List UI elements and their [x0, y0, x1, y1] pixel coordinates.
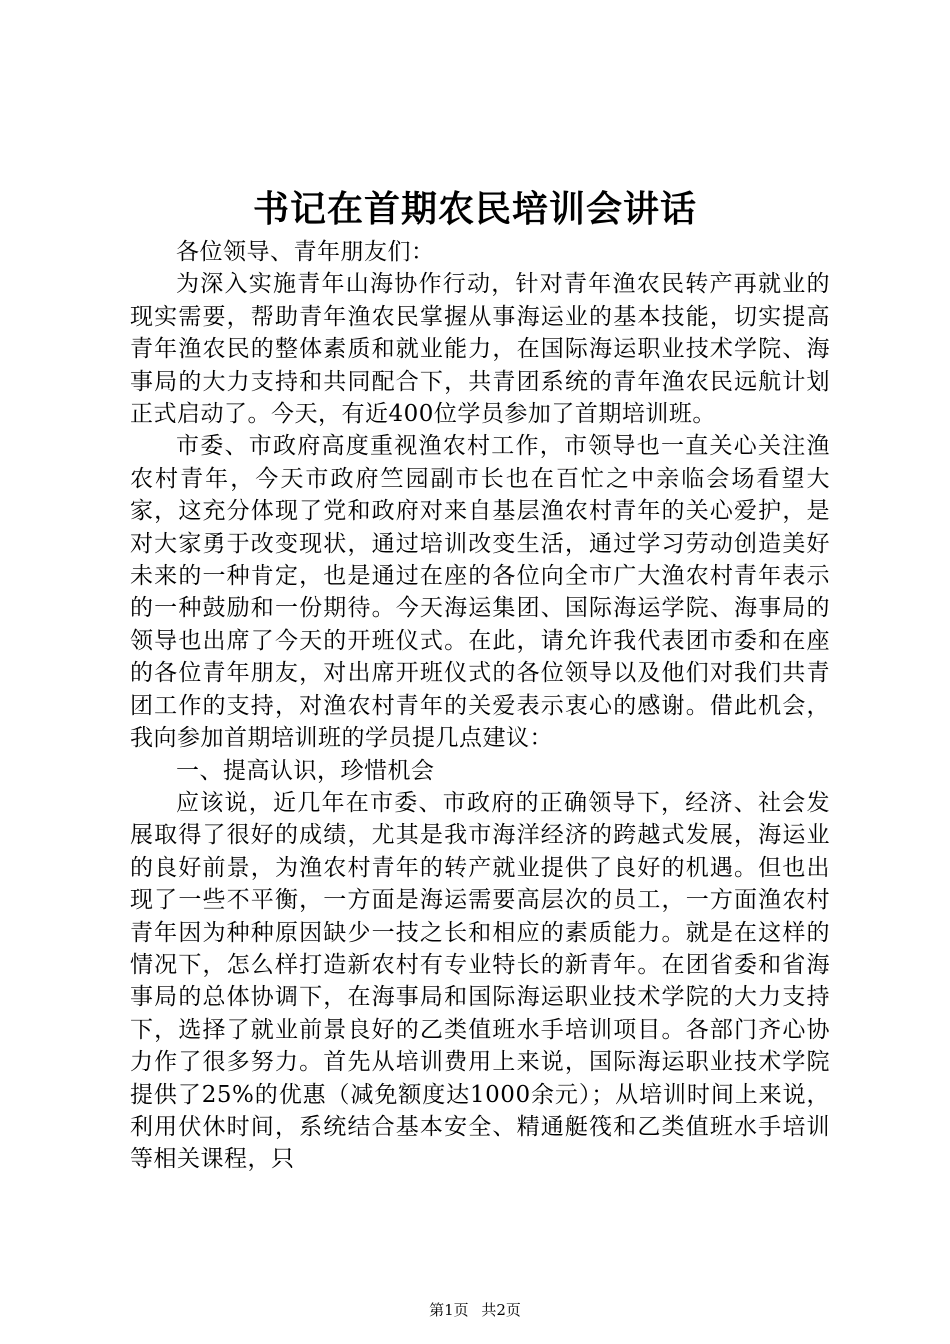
page-total: 共2页	[481, 1301, 521, 1319]
section-heading: 一、提高认识，珍惜机会	[176, 757, 435, 784]
body-paragraph: 应该说，近几年在市委、市政府的正确领导下，经济、社会发展取得了很好的成绩，尤其是我市海洋经济的跨越式发展，海运业的良好前景，为渔农村青年的转产就业提供了良好的机遇。但也出现了一些不平衡，一方面是海运需要高层次的员工，一方面渔农村青年因为种种原因缺少一技之长和相应的素质能力。就是在这样的情况下，怎么样打造新农村有专业特长的新青年。在团省委和省海事局的总体协调下，在海事局和国际海运职业技术学院的大力支持下，选择了就业前景良好的乙类值班水手培训项目。各部门齐心协力作了很多努力。首先从培训费用上来说，国际海运职业技术学院提供了25%的优惠（减免额度达1000余元）；从培训时间上来说，利用伏休时间，系统结合基本安全、精通艇筏和乙类值班水手培训等相关课程，只	[130, 789, 830, 1173]
page-number: 第1页	[429, 1301, 469, 1319]
body-paragraph: 为深入实施青年山海协作行动，针对青年渔农民转产再就业的现实需要，帮助青年渔农民掌握从事海运业的基本技能，切实提高青年渔农民的整体素质和就业能力，在国际海运职业技术学院、海事局的大力支持和共同配合下，共青团系统的青年渔农民远航计划正式启动了。今天，有近400位学员参加了首期培训班。	[130, 271, 830, 428]
body-paragraph: 市委、市政府高度重视渔农村工作，市领导也一直关心关注渔农村青年，今天市政府竺园副市长也在百忙之中亲临会场看望大家，这充分体现了党和政府对来自基层渔农村青年的关心爱护，是对大家勇于改变现状，通过培训改变生活，通过学习劳动创造美好未来的一种肯定，也是通过在座的各位向全市广大渔农村青年表示的一种鼓励和一份期待。今天海运集团、国际海运学院、海事局的领导也出席了今天的开班仪式。在此，请允许我代表团市委和在座的各位青年朋友，对出席开班仪式的各位领导以及他们对我们共青团工作的支持，对渔农村青年的关爱表示衷心的感谢。借此机会，我向参加首期培训班的学员提几点建议：	[130, 433, 830, 752]
document-title: 书记在首期农民培训会讲话	[252, 188, 697, 230]
page-footer	[0, 1300, 950, 1320]
salutation-paragraph: 各位领导、青年朋友们：	[176, 239, 435, 265]
document-body	[130, 236, 830, 1176]
